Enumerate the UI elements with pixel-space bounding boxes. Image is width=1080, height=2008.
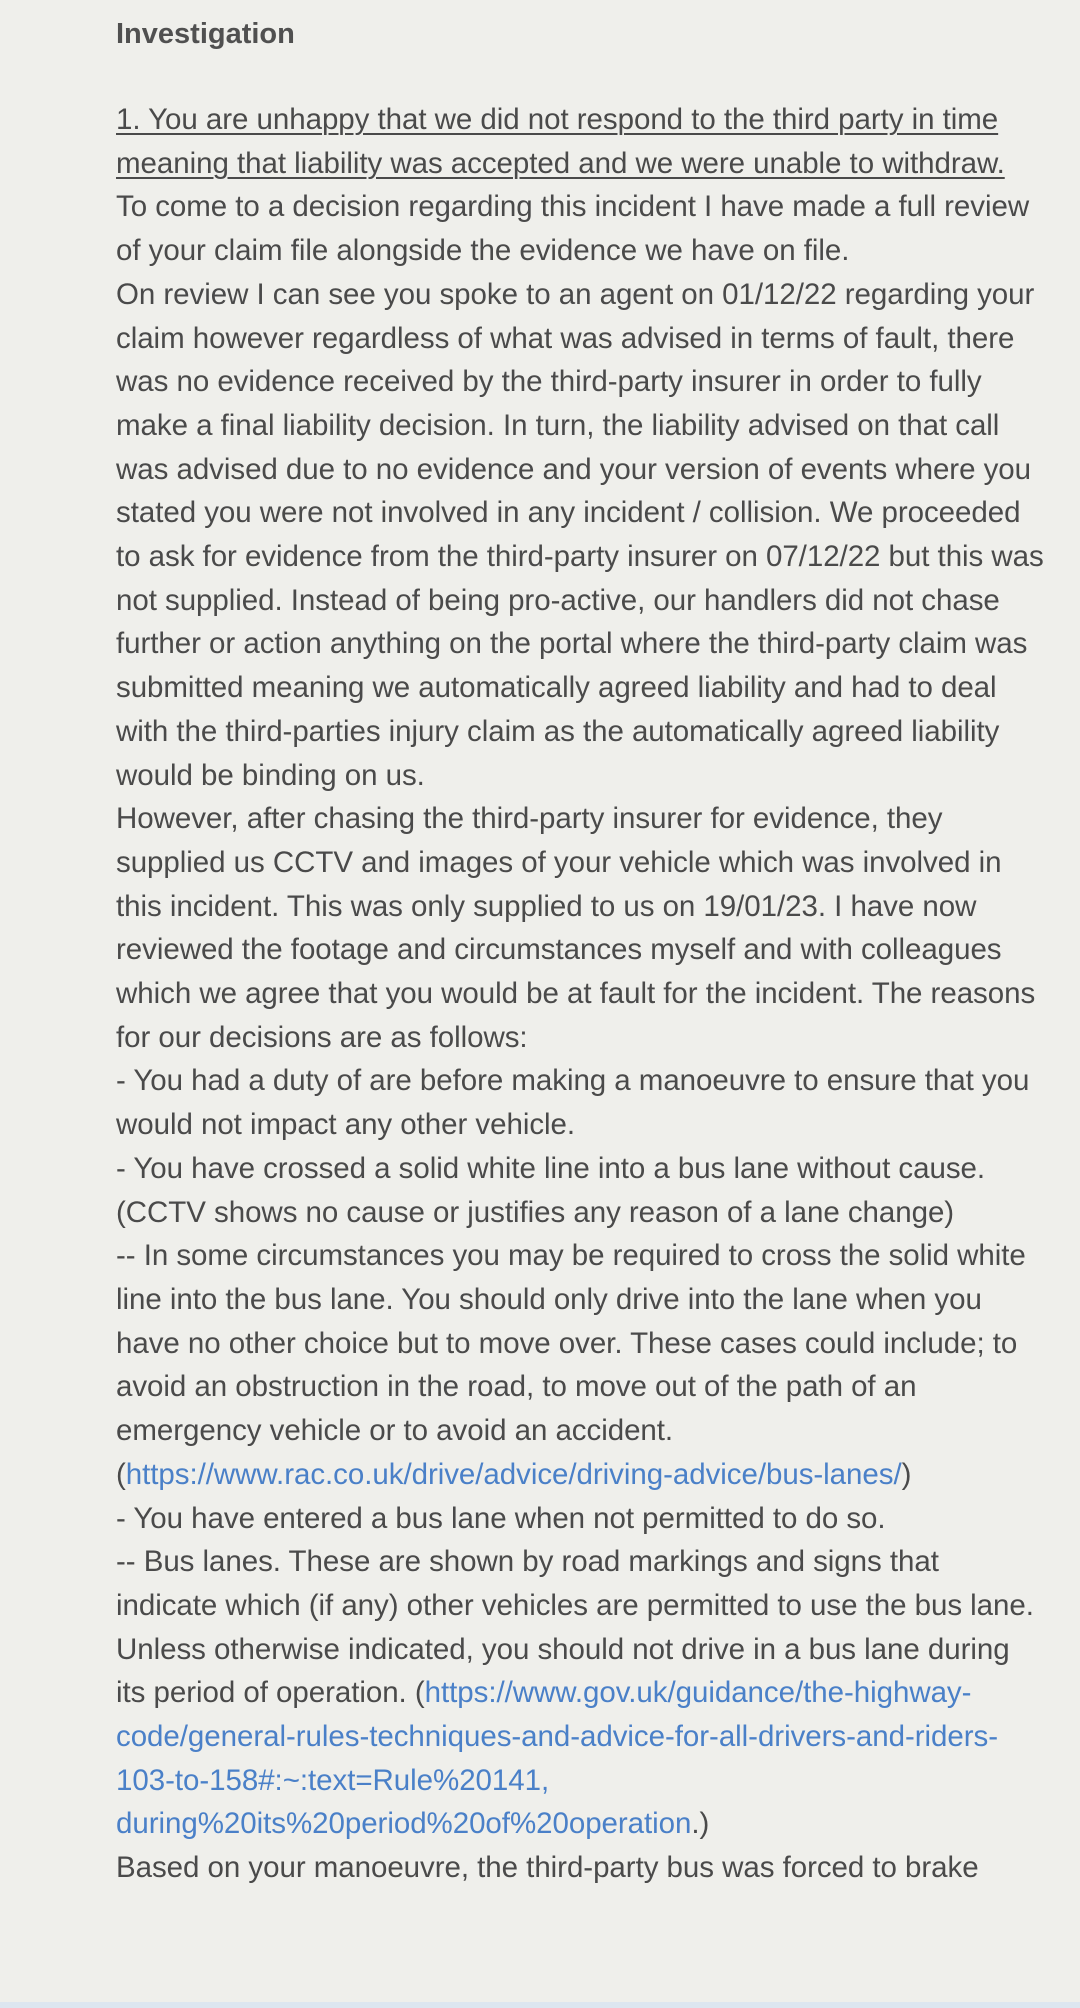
highway-code-link[interactable]: https://www.gov.uk/guidance/the-highway-code/general-rules-techniques-and-advice-for-all-drivers-and-riders-103-to-158#:~:text=Rule%20141, during%20its%20period%20of%20operation: [116, 1676, 998, 1841]
reason-bus-lane-entry: - You have entered a bus lane when not permitted to do so.: [116, 1501, 886, 1535]
section-heading: Investigation: [116, 18, 295, 50]
reason-duty-of-care: - You had a duty of are before making a manoeuvre to ensure that you would not impact any other vehicle.: [116, 1064, 1030, 1142]
reason-bus-lane-detail: [116, 1540, 1046, 1846]
reason-white-line-detail: [116, 1234, 1046, 1496]
paragraph-agent-call: On review I can see you spoke to an agent on 01/12/22 regarding your claim however regardless of what was advised in terms of fault, there was no evidence received by the third-party insurer in order to fully make a final liability decision. In turn, the liability advised on that call was advised due to no evidence and your version of events where you stated you were not involved in any incident / collision. We proceeded to ask for evidence from the third-party insurer on 07/12/22 but this was not supplied. Instead of being pro-active, our handlers did not chase further or action anything on the portal where the third-party claim was submitted meaning we automatically agreed liability and had to deal with the third-parties injury claim as the automatically agreed liability would be binding on us.: [116, 277, 1044, 792]
complaint-point-heading: 1. You are unhappy that we did not respond to the third party in time meaning that liability was accepted and we were unable to withdraw.: [116, 103, 1005, 180]
paragraph-conclusion: Based on your manoeuvre, the third-party bus was forced to brake: [116, 1851, 979, 1885]
section-content: [116, 98, 1046, 1890]
open-paren: (: [116, 1457, 126, 1491]
closing-text: .): [691, 1807, 710, 1841]
document-body: [116, 14, 1046, 1890]
close-paren: ): [901, 1457, 912, 1491]
reason-white-line-text: -- In some circumstances you may be required to cross the solid white line into the bus lane. You should only drive into the lane when you have no other choice but to move over. These cases could include; to avoid an obstruction in the road, to move out of the path of an emergency vehicle or to avoid an accident.: [116, 1239, 1026, 1448]
bottom-edge: [0, 2002, 1080, 2008]
bus-lane-text: -- Bus lanes. These are shown by road markings and signs that indicate which (if any) other vehicles are permitted to use the bus lane. Unless otherwise indicated, you should not drive in a bus lane during its period of operation. (: [116, 1545, 1034, 1710]
paragraph-review: To come to a decision regarding this incident I have made a full review of your claim file alongside the evidence we have on file.: [116, 190, 1030, 268]
rac-bus-lanes-link[interactable]: https://www.rac.co.uk/drive/advice/driving-advice/bus-lanes/: [125, 1457, 902, 1491]
paragraph-evidence: However, after chasing the third-party insurer for evidence, they supplied us CCTV and images of your vehicle which was involved in this incident. This was only supplied to us on 19/01/23. I have now reviewed the footage and circumstances myself and with colleagues which we agree that you would be at fault for the incident. The reasons for our decisions are as follows:: [116, 802, 1036, 1054]
reason-solid-white-line: - You have crossed a solid white line into a bus lane without cause. (CCTV shows no cause or justifies any reason of a lane change): [116, 1151, 986, 1229]
